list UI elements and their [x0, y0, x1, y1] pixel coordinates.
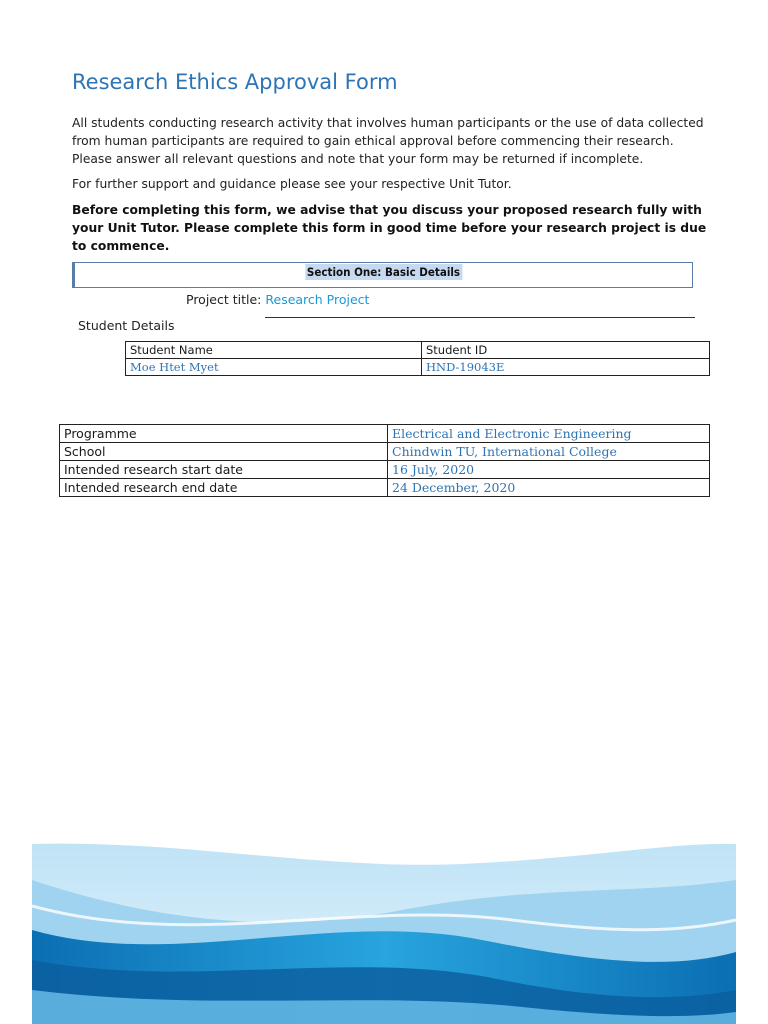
table-row	[60, 479, 710, 497]
section-one-label: Section One: Basic Details	[306, 265, 461, 279]
student-name-field[interactable]: Moe Htet Myet	[126, 359, 422, 376]
table-row	[126, 342, 710, 359]
programme-field[interactable]: Electrical and Electronic Engineering	[388, 425, 710, 443]
student-details-table	[125, 341, 710, 376]
table-row	[126, 359, 710, 376]
project-title-underline	[265, 317, 695, 318]
decorative-wave-banner	[32, 840, 736, 1024]
school-label: School	[60, 443, 388, 461]
form-title: Research Ethics Approval Form	[72, 70, 398, 94]
student-details-label: Student Details	[78, 318, 175, 333]
student-id-field[interactable]: HND-19043E	[422, 359, 710, 376]
student-name-header: Student Name	[126, 342, 422, 359]
end-date-field[interactable]: 24 December, 2020	[388, 479, 710, 497]
student-id-header: Student ID	[422, 342, 710, 359]
advice-paragraph: Before completing this form, we advise that you discuss your proposed research fully with your Unit Tutor. Please complete this form in good time before your research project is due to commence.	[72, 203, 707, 253]
school-field[interactable]: Chindwin TU, International College	[388, 443, 710, 461]
start-date-label: Intended research start date	[60, 461, 388, 479]
table-row	[60, 425, 710, 443]
section-one-header	[72, 262, 693, 288]
end-date-label: Intended research end date	[60, 479, 388, 497]
table-row	[60, 461, 710, 479]
project-title-label: Project title:	[186, 292, 262, 307]
table-row	[60, 443, 710, 461]
support-paragraph: For further support and guidance please see your respective Unit Tutor.	[72, 177, 512, 191]
programme-details-table	[59, 424, 710, 497]
project-title-field[interactable]: Research Project	[265, 292, 370, 307]
start-date-field[interactable]: 16 July, 2020	[388, 461, 710, 479]
intro-paragraph: All students conducting research activity that involves human participants or the use of data collected from human participants are required to gain ethical approval before commencing their research. Please answer all relevant questions and note that your form may be returned if incomplete.	[72, 116, 704, 166]
programme-label: Programme	[60, 425, 388, 443]
project-title-row	[186, 292, 369, 307]
